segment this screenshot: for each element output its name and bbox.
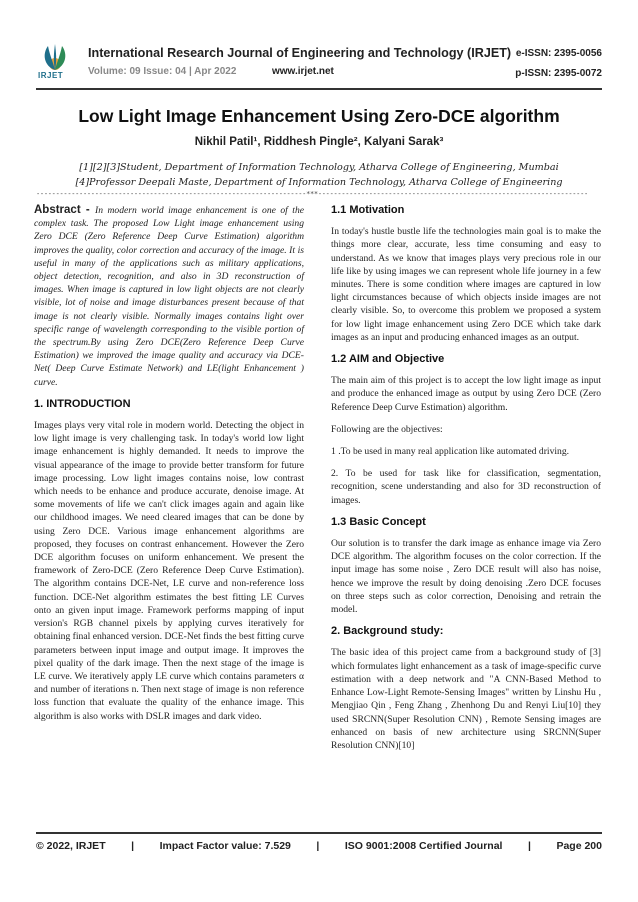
- section-divider: ---------------------------------------------------------------------***---------------------------------------------------------------------: [36, 190, 588, 198]
- footer-iso: ISO 9001:2008 Certified Journal: [344, 840, 503, 852]
- eissn: e-ISSN: 2395-0056: [515, 48, 602, 59]
- abstract-label: Abstract -: [34, 204, 96, 216]
- heading-motivation: 1.1 Motivation: [331, 204, 405, 216]
- journal-footer: [36, 840, 602, 852]
- aim-text: The main aim of this project is to accept the low light image as input and produce the enhanced image as output by using Zero DCE (Zero Reference Deep Curve Estimation) algorithm.: [331, 375, 601, 413]
- footer-copyright: © 2022, IRJET: [36, 840, 106, 852]
- objective-1: 1 .To be used in many real application like automated driving.: [331, 446, 570, 458]
- journal-title: International Research Journal of Engineering and Technology (IRJET): [88, 46, 512, 60]
- logo-text: IRJET: [38, 71, 64, 80]
- right-column: [331, 204, 601, 761]
- paper-title: Low Light Image Enhancement Using Zero-DCE algorithm: [78, 106, 560, 126]
- heading-introduction: 1. INTRODUCTION: [34, 397, 131, 410]
- journal-url[interactable]: www.irjet.net: [272, 66, 334, 77]
- footer-separator: |: [316, 840, 320, 852]
- footer-rule: [36, 832, 602, 834]
- abstract-text: In modern world image enhancement is one of the complex task. The proposed Low Light image enhancement using Zero DCE (Zero Reference Deep Curve Estimation) algorithm improves the quality, color correction and accuracy of the image. It is useful in many of the applications such as military applications, object detection, recognition, and also in 3D reconstruction of images. When image is captured in low light objects are not clearly visible, lot of noise and image disturbances present because of that image is not clearly visible. Normally images contains light over specific range of wavelength corresponding to the visible portion of the spectrum.By using Zero DCE(Zero Reference Deep Curve Estimation) we improved the image quality and accuracy via DCE-Net( Deep Curve Estimate Network) and LE(light Enhancement ) curve.: [34, 205, 305, 388]
- footer-page-number: Page 200: [556, 840, 602, 852]
- journal-header: [36, 44, 602, 86]
- objectives-intro: Following are the objectives:: [331, 423, 443, 435]
- motivation-text: In today's hustle bustle life the technologies main goal is to make the things more clear, accurate, less time consuming and easy to understand. As we know that images plays very precious role in our life like by using images we can represent whole life journey in a few minutes. There is some condition where images are captured in low light circumstances because of which objects inside images are not clearly visible. So, to overcome this problem we proposed a system for low light image enhancement using Zero DCE which take dark images as an input and producing enhanced images as an output.: [331, 226, 601, 343]
- paper-authors: Nikhil Patil¹, Riddhesh Pingle², Kalyani Sarak³: [194, 136, 444, 148]
- abstract: [34, 204, 304, 389]
- concept-text: Our solution is to transfer the dark image as enhance image via Zero DCE algorithm. The algorithm focuses on the color correction. If the input image has some noise , Zero DCE result will also has noise, hence we improve the result by doing denoising .Zero DCE focuses on three steps such as color correction, Denoising and retrain the model.: [331, 538, 601, 616]
- volume-issue: Volume: 09 Issue: 04 | Apr 2022: [88, 66, 237, 77]
- leaf-logo-icon: [36, 44, 74, 72]
- objective-2: 2. To be used for task like for classification, segmentation, recognition, scene understanding and also for 3D reconstruction of images.: [331, 468, 601, 506]
- affiliation-students: [1][2][3]Student, Department of Information Technology, Atharva College of Engineering, Mumbai: [79, 162, 559, 173]
- affiliation-professor: [4]Professor Deepali Maste, Department of Information Technology, Atharva College of Engineering: [75, 177, 563, 188]
- background-text: The basic idea of this project came from a background study of [3] which formulates light enhancement as a task of image-specific curve estimation with a deep network and "A CNN-Based Method to Enhance Low-Light Remote-Sensing Images" written by Linshu Hu , Mengjiao Qin , Feng Zhang , Zhenhong Du and Renyi Liu[10] they used SRCNN(Super Resolution CNN) , Remote Sensing images are enhanced on basis of new architecture using SRCNN(Super Resolution CNN)[10]: [331, 647, 601, 751]
- left-column: [34, 204, 304, 732]
- irjet-logo: [36, 44, 74, 84]
- heading-background: 2. Background study:: [331, 625, 444, 638]
- footer-impact-factor: Impact Factor value: 7.529: [159, 840, 291, 852]
- header-rule: [36, 88, 602, 90]
- footer-separator: |: [131, 840, 135, 852]
- heading-aim: 1.2 AIM and Objective: [331, 353, 445, 366]
- pissn: p-ISSN: 2395-0072: [515, 68, 602, 79]
- footer-separator: |: [527, 840, 531, 852]
- heading-basic-concept: 1.3 Basic Concept: [331, 515, 426, 528]
- introduction-text: Images plays very vital role in modern world. Detecting the object in low light image is very challenging task. In today's world low light image enhancement is highly demanded. It needs to improve the visual appearance of the image to provide better transform for future image processing. Low light images contains noise, low contrast which needs to be enhance and produce accurate, denoise image. At some movements of life we can't click images again and again like our childhood images. We need cleared images that can be done by using Zero DCE. Various image enhancement algorithms are proposed, they focuses on contrast enhancement. However the Zero DCE algorithm focuses on uniform enhancement. We present the framework of Zero-DCE (Zero Reference Deep Curve Estimation). The algorithm contains DCE-Net, LE curve and non-reference loss function. DCE-Net algorithm estimates the best fitting LE Curves onto an given input image. Framework performs mapping of input version's RGB channel pixels by applying curves iteratively for obtaining final enhanced version. DCE-Net finds the best fitting curve parameters between input image and output image. It improves the pixel quality of the dark image. Then the next stage of the image is LE curve. We iteratively apply LE curve which contains parameters α and number of iterations n. Then next stage of image is non reference loss function that evaluate the quality of the enhance image. This algorithm is also works with DSLR images and dark video.: [34, 420, 304, 722]
